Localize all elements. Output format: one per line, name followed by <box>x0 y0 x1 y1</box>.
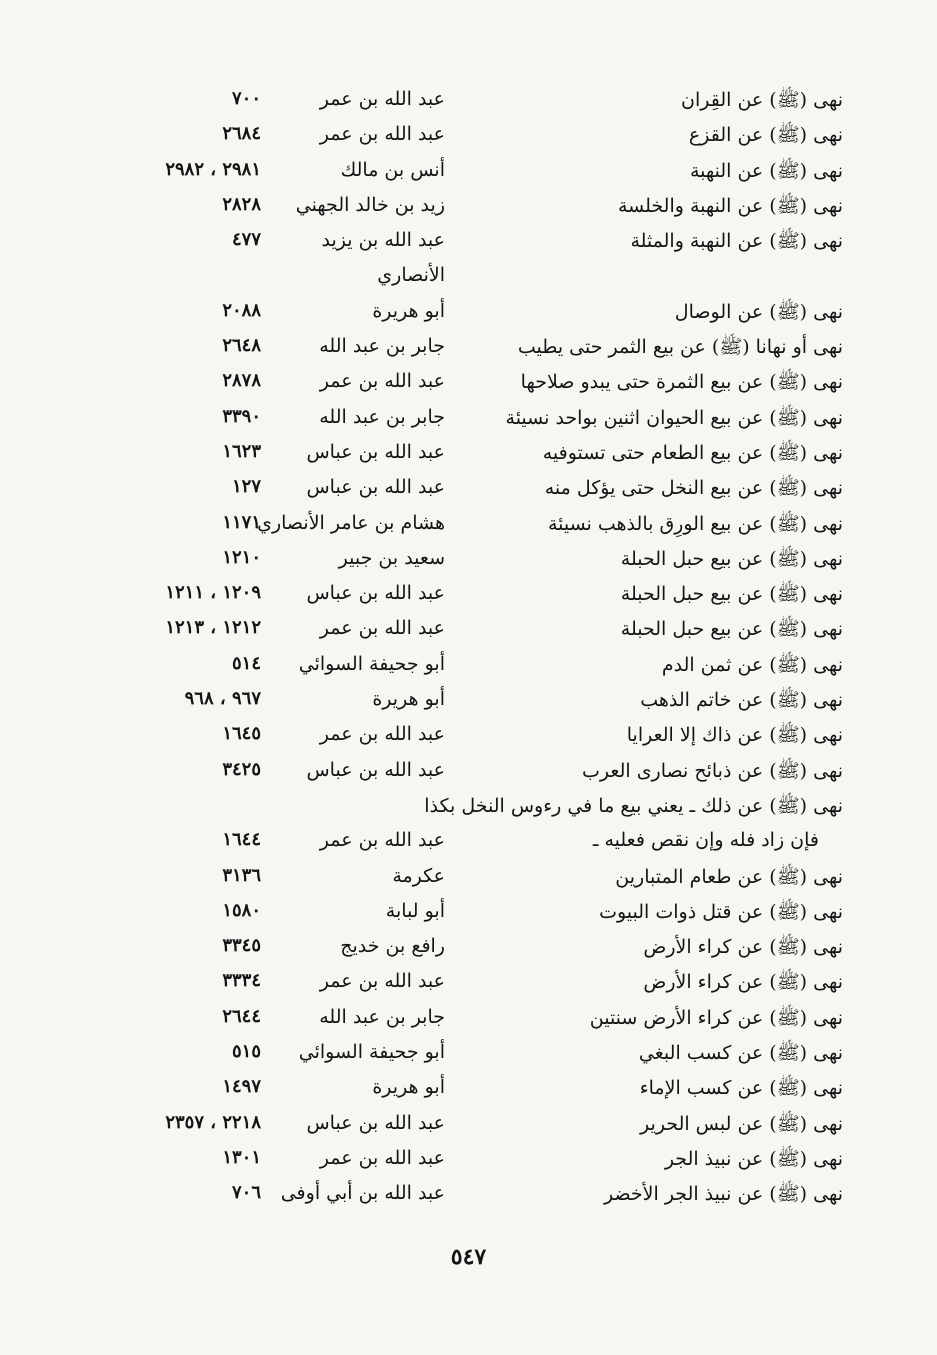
narrator-name: جابر بن عبد الله <box>319 335 445 358</box>
hadith-phrase: نهى (ﷺ) عن الوصال <box>674 300 843 323</box>
hadith-phrase: نهى (ﷺ) عن كراء الأرض <box>643 971 843 994</box>
hadith-numbers: ٣٣٣٤ <box>222 970 261 992</box>
hadith-numbers: ١٦٤٥ <box>222 723 261 745</box>
hadith-numbers: ٣٣٩٠ <box>222 405 261 427</box>
table-row <box>0 968 937 1003</box>
narrator-name: عبد الله بن عباس <box>306 1111 445 1134</box>
hadith-phrase: نهى (ﷺ) عن بيع الورِق بالذهب نسيئة <box>547 512 843 535</box>
hadith-numbers: ٢٦٤٨ <box>222 335 261 357</box>
narrator-name: عبد الله بن عباس <box>306 440 445 463</box>
table-row <box>0 721 937 756</box>
table-row <box>0 651 937 686</box>
hadith-numbers: ٧٠٦ <box>231 1182 261 1204</box>
table-row <box>0 86 937 121</box>
narrator-name: الأنصاري <box>377 264 445 287</box>
narrator-name: عبد الله بن عمر <box>319 723 445 746</box>
hadith-phrase: نهى (ﷺ) عن بيع حبل الحبلة <box>620 583 843 606</box>
page-number: ٥٤٧ <box>450 1244 487 1270</box>
hadith-numbers: ١٤٩٧ <box>222 1076 261 1098</box>
hadith-phrase: نهى (ﷺ) عن كسب الإماء <box>639 1077 843 1100</box>
hadith-phrase: نهى (ﷺ) عن ثمن الدم <box>661 653 843 676</box>
table-row <box>0 615 937 650</box>
narrator-name: عبد الله بن عمر <box>319 970 445 993</box>
narrator-name: عبد الله بن عباس <box>306 476 445 499</box>
hadith-phrase: نهى (ﷺ) عن ذبائح نصارى العرب <box>582 759 843 782</box>
table-row <box>0 792 937 827</box>
hadith-numbers: ١٥٨٠ <box>222 899 261 921</box>
table-row <box>0 157 937 192</box>
table-row <box>0 757 937 792</box>
narrator-name: عبد الله بن عمر <box>319 617 445 640</box>
table-row <box>0 192 937 227</box>
hadith-phrase: نهى (ﷺ) عن بيع النخل حتى يؤكل منه <box>544 477 843 500</box>
hadith-numbers: ٧٠٠ <box>231 88 261 109</box>
table-row <box>0 1145 937 1180</box>
hadith-phrase: نهى (ﷺ) عن طعام المتبارين <box>615 865 843 888</box>
narrator-name: عبد الله بن عمر <box>319 370 445 393</box>
table-row <box>0 333 937 368</box>
hadith-numbers: ٣٣٤٥ <box>222 935 261 957</box>
narrator-name: عبد الله بن عمر <box>319 123 445 146</box>
narrator-name: رافع بن خديج <box>340 935 445 958</box>
hadith-phrase: نهى (ﷺ) عن نبيذ الجر الأخضر <box>603 1183 843 1206</box>
table-row <box>0 827 937 862</box>
hadith-phrase: فإن زاد فله وإن نقص فعليه ـ <box>592 829 819 852</box>
table-row <box>0 298 937 333</box>
narrator-name: أبو لبابة <box>385 899 445 922</box>
hadith-numbers: ٢٦٤٤ <box>222 1005 261 1027</box>
table-row <box>0 439 937 474</box>
hadith-numbers: ١٣٠١ <box>222 1146 261 1168</box>
hadith-phrase: نهى (ﷺ) عن القِران <box>681 89 843 111</box>
table-row <box>0 510 937 545</box>
hadith-phrase: نهى (ﷺ) عن النهبة والخلسة <box>617 194 843 217</box>
narrator-name: أبو هريرة <box>372 688 445 711</box>
table-row <box>0 1180 937 1215</box>
narrator-name: جابر بن عبد الله <box>319 405 445 428</box>
narrator-name: عبد الله بن عمر <box>319 1146 445 1169</box>
table-row <box>0 474 937 509</box>
table-row <box>0 121 937 156</box>
table-row <box>0 863 937 898</box>
table-row <box>0 686 937 721</box>
narrator-name: أنس بن مالك <box>340 158 445 181</box>
hadith-numbers: ٢٨٢٨ <box>222 193 261 215</box>
narrator-name: هشام بن عامر الأنصاري <box>257 511 445 534</box>
hadith-numbers: ٢٢١٨ ، ٢٣٥٧ <box>165 1111 261 1133</box>
hadith-numbers: ١٦٢٣ <box>222 440 261 462</box>
narrator-name: عبد الله بن عمر <box>319 88 445 110</box>
hadith-phrase: نهى (ﷺ) عن بيع الطعام حتى تستوفيه <box>542 441 843 464</box>
narrator-name: عبد الله بن عباس <box>306 582 445 605</box>
table-row <box>0 933 937 968</box>
table-row <box>0 262 937 297</box>
hadith-numbers: ٢٦٨٤ <box>222 123 261 145</box>
hadith-phrase: نهى (ﷺ) عن بيع حبل الحبلة <box>620 618 843 641</box>
hadith-phrase: نهى (ﷺ) عن القزع <box>688 124 843 147</box>
narrator-name: أبو هريرة <box>372 299 445 322</box>
narrator-name: عبد الله بن يزيد <box>321 229 445 252</box>
index-table <box>0 86 937 1216</box>
hadith-phrase: نهى (ﷺ) عن بيع الحيوان اثنين بواحد نسيئة <box>505 406 843 429</box>
table-row <box>0 1074 937 1109</box>
table-row <box>0 898 937 933</box>
hadith-numbers: ١٢٧ <box>231 476 261 498</box>
hadith-numbers: ٩٦٧ ، ٩٦٨ <box>184 688 261 710</box>
hadith-phrase: نهى (ﷺ) عن ذاك إلا العرايا <box>626 724 843 747</box>
hadith-phrase: نهى (ﷺ) عن خاتم الذهب <box>640 689 843 712</box>
narrator-name: زيد بن خالد الجهني <box>295 193 445 216</box>
hadith-phrase: نهى (ﷺ) عن بيع الثمرة حتى يبدو صلاحها <box>520 371 843 394</box>
narrator-name: عبد الله بن عباس <box>306 758 445 781</box>
hadith-numbers: ٣٤٢٥ <box>222 758 261 780</box>
hadith-numbers: ١٢٠٩ ، ١٢١١ <box>165 582 261 604</box>
hadith-phrase: نهى (ﷺ) عن نبيذ الجر <box>664 1147 843 1170</box>
hadith-numbers: ٤٧٧ <box>231 229 261 251</box>
hadith-numbers: ٢٩٨١ ، ٢٩٨٢ <box>165 158 261 180</box>
hadith-phrase: نهى (ﷺ) عن لبس الحرير <box>640 1112 843 1135</box>
narrator-name: جابر بن عبد الله <box>319 1005 445 1028</box>
narrator-name: سعيد بن جبير <box>338 546 445 569</box>
table-row <box>0 580 937 615</box>
hadith-numbers: ٢٠٨٨ <box>222 299 261 321</box>
table-row <box>0 1039 937 1074</box>
hadith-phrase: نهى (ﷺ) عن قتل ذوات البيوت <box>599 900 843 923</box>
hadith-phrase: نهى (ﷺ) عن ذلك ـ يعني بيع ما في رءوس النخل بكذا <box>424 794 843 817</box>
table-row <box>0 545 937 580</box>
table-row <box>0 368 937 403</box>
hadith-phrase: نهى (ﷺ) عن النهبة والمثلة <box>630 230 843 253</box>
narrator-name: عبد الله بن عمر <box>319 829 445 852</box>
table-row <box>0 227 937 262</box>
hadith-numbers: ٥١٥ <box>231 1041 261 1063</box>
hadith-phrase: نهى (ﷺ) عن بيع حبل الحبلة <box>620 547 843 570</box>
hadith-numbers: ٣١٣٦ <box>222 864 261 886</box>
narrator-name: أبو جحيفة السوائي <box>298 1041 445 1064</box>
table-row <box>0 404 937 439</box>
narrator-name: أبو جحيفة السوائي <box>298 652 445 675</box>
table-row <box>0 1110 937 1145</box>
narrator-name: أبو هريرة <box>372 1076 445 1099</box>
narrator-name: عبد الله بن أبي أوفى <box>280 1182 445 1205</box>
hadith-phrase: نهى (ﷺ) عن كراء الأرض سنتين <box>589 1006 843 1029</box>
table-row <box>0 1004 937 1039</box>
hadith-phrase: نهى (ﷺ) عن النهبة <box>689 159 843 182</box>
hadith-numbers: ٢٨٧٨ <box>222 370 261 392</box>
narrator-name: عكرمة <box>392 864 445 887</box>
hadith-phrase: نهى أو نهانا (ﷺ) عن بيع الثمر حتى يطيب <box>517 336 843 359</box>
hadith-phrase: نهى (ﷺ) عن كراء الأرض <box>643 936 843 959</box>
hadith-numbers: ١٢١٠ <box>222 546 261 568</box>
hadith-numbers: ١٢١٢ ، ١٢١٣ <box>165 617 261 639</box>
hadith-numbers: ٥١٤ <box>231 652 261 674</box>
hadith-numbers: ١٦٤٤ <box>222 829 261 851</box>
hadith-numbers: ١١٧١ <box>222 511 261 533</box>
hadith-phrase: نهى (ﷺ) عن كسب البغي <box>638 1042 843 1065</box>
